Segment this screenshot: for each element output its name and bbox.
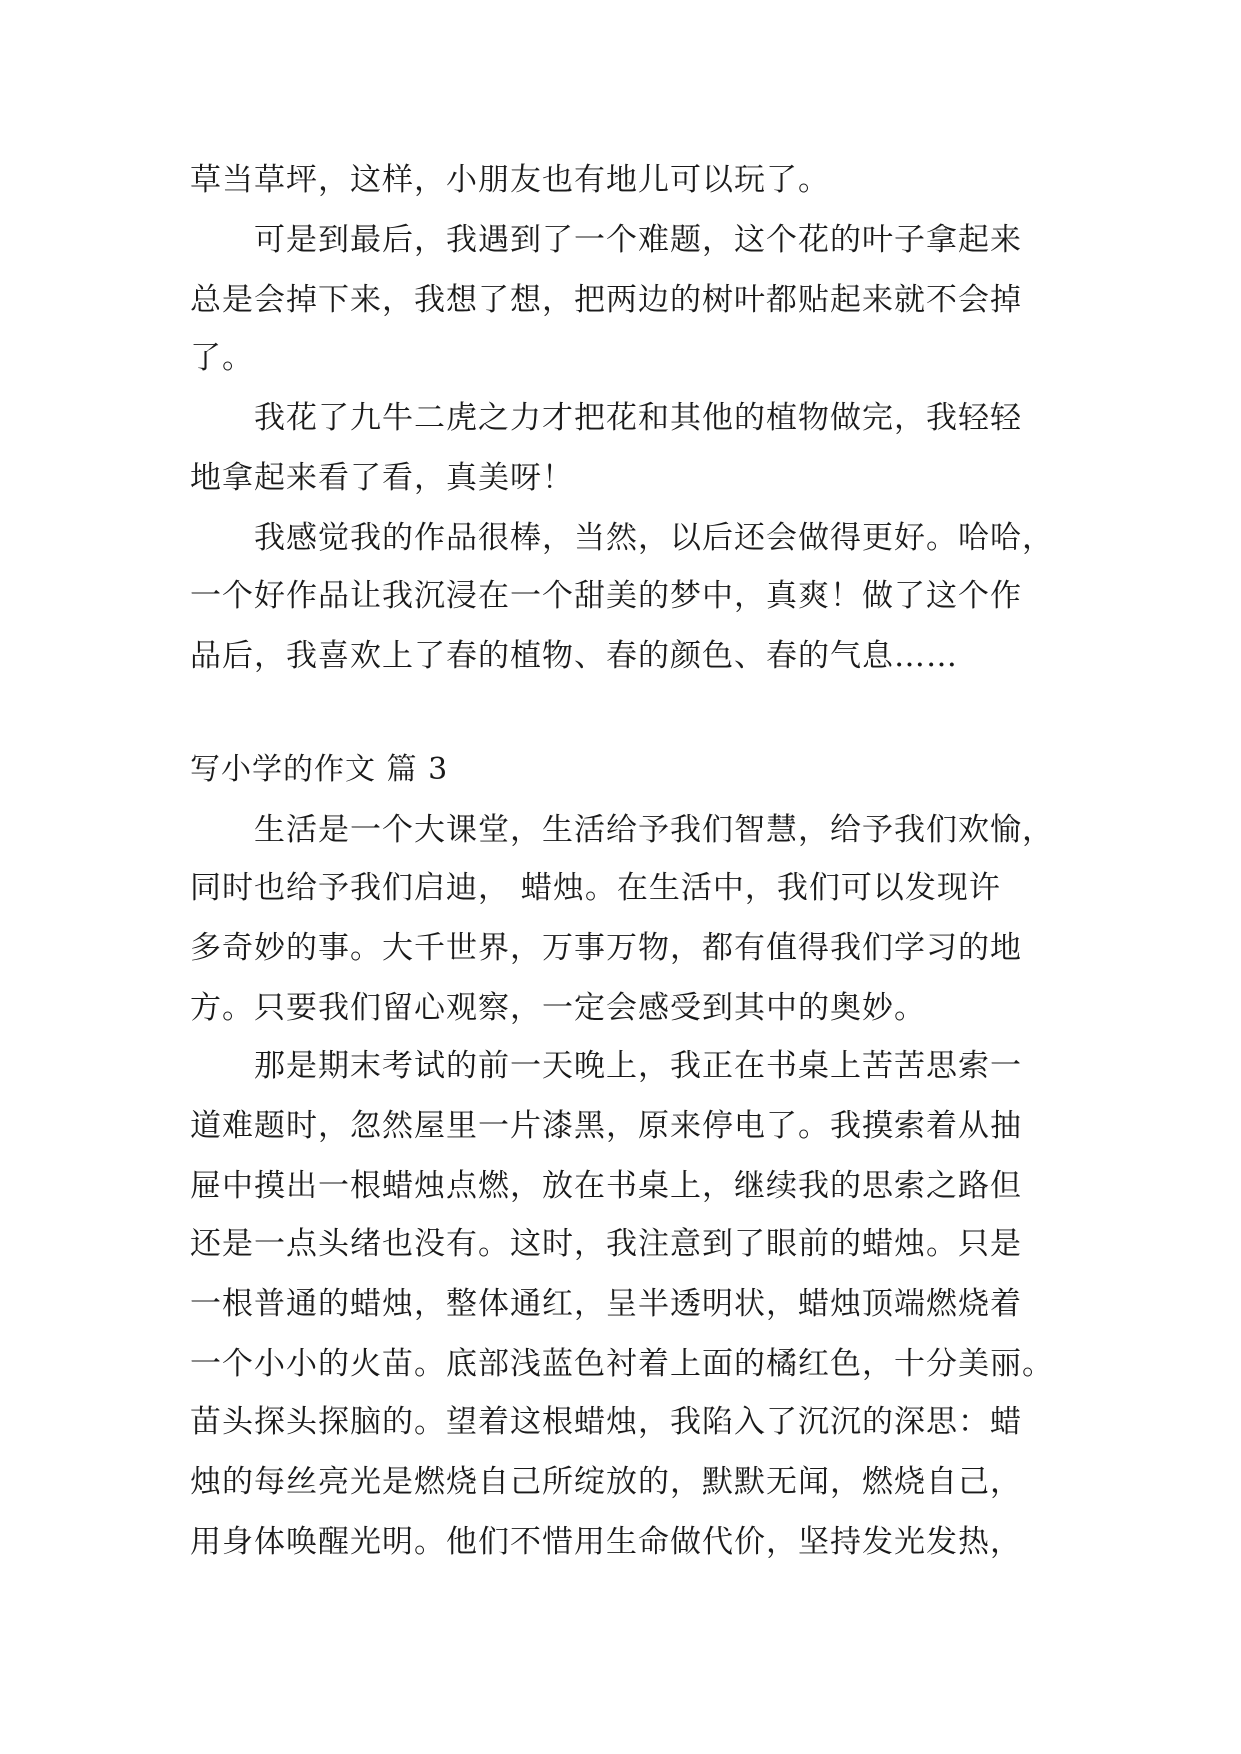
text-line: 品后，我喜欢上了春的植物、春的颜色、春的气息…… bbox=[190, 638, 958, 674]
text-line: 道难题时，忽然屋里一片漆黑，原来停电了。我摸索着从抽 bbox=[190, 1108, 1022, 1144]
text-line: 地拿起来看了看，真美呀！ bbox=[190, 460, 574, 496]
text-line: 一个好作品让我沉浸在一个甜美的梦中，真爽！做了这个作 bbox=[190, 578, 1022, 614]
text-line: 方。只要我们留心观察，一定会感受到其中的奥妙。 bbox=[190, 990, 926, 1026]
paragraph-first-line: 我花了九牛二虎之力才把花和其他的植物做完，我轻轻 bbox=[254, 400, 1022, 436]
paragraph-first-line: 可是到最后，我遇到了一个难题，这个花的叶子拿起来 bbox=[254, 222, 1022, 258]
text-line: 一根普通的蜡烛，整体通红，呈半透明状，蜡烛顶端燃烧着 bbox=[190, 1286, 1022, 1322]
text-line: 总是会掉下来，我想了想，把两边的树叶都贴起来就不会掉 bbox=[190, 282, 1022, 318]
text-line: 了。 bbox=[190, 340, 254, 376]
text-line: 一个小小的火苗。底部浅蓝色衬着上面的橘红色，十分美丽。 bbox=[190, 1346, 1054, 1382]
text-line: 同时也给予我们启迪， 蜡烛。在生活中，我们可以发现许 bbox=[190, 870, 1001, 906]
text-line: 屉中摸出一根蜡烛点燃，放在书桌上，继续我的思索之路但 bbox=[190, 1168, 1022, 1204]
section-heading: 写小学的作文 篇 3 bbox=[190, 752, 449, 787]
text-line: 烛的每丝亮光是燃烧自己所绽放的，默默无闻，燃烧自己， bbox=[190, 1464, 1022, 1500]
paragraph-first-line: 那是期末考试的前一天晚上，我正在书桌上苦苦思索一 bbox=[254, 1048, 1022, 1084]
text-line: 多奇妙的事。大千世界，万事万物，都有值得我们学习的地 bbox=[190, 930, 1022, 966]
paragraph-first-line: 我感觉我的作品很棒，当然，以后还会做得更好。哈哈， bbox=[254, 520, 1054, 556]
text-line: 苗头探头探脑的。望着这根蜡烛，我陷入了沉沉的深思：蜡 bbox=[190, 1404, 1022, 1440]
paragraph-first-line: 生活是一个大课堂，生活给予我们智慧，给予我们欢愉， bbox=[254, 812, 1054, 848]
text-line: 用身体唤醒光明。他们不惜用生命做代价，坚持发光发热， bbox=[190, 1524, 1022, 1560]
text-line: 草当草坪，这样，小朋友也有地儿可以玩了。 bbox=[190, 162, 830, 198]
text-line: 还是一点头绪也没有。这时，我注意到了眼前的蜡烛。只是 bbox=[190, 1226, 1022, 1262]
